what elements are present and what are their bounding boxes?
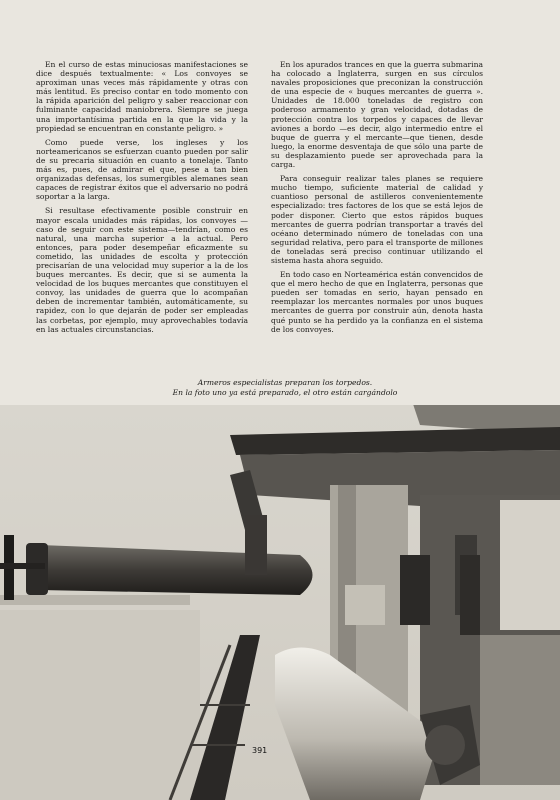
page-number: 391 bbox=[252, 746, 268, 755]
article-paragraph: Para conseguir realizar tales planes se requiere mucho tiempo, suficiente material de calidad y cuantioso personal de astilleros convenientemente especializado: tres factores de los que se está lejos de poder disponer. Cierto que estos rápidos buques mercantes de guerra podrían transportar a través del océano determinado número de toneladas con una seguridad relativa, pero para el transporte de millones de toneladas será preciso continuar utilizando el sistema hasta ahora seguido. bbox=[271, 174, 483, 265]
article-paragraph: En el curso de estas minuciosas manifestaciones se dice después textualmente: « Los convoyes se aproximan unas veces más rápidamente y otras con más lentitud. Es preciso contar en todo momento con la rápida aparición del peligro y saber reaccionar con fulminante capacidad maniobrera. Siempre se juega una importantísima partida en la que la vida y la propiedad se encuentran en constante peligro. » bbox=[36, 60, 248, 133]
article-left-column bbox=[36, 60, 248, 339]
article-paragraph: Si resultase efectivamente posible construir en mayor escala unidades más rápidas, los convoyes — caso de seguir con este sistema—tendrían, como es natural, una marcha superior a la actual. Pero entonces, para poder desempeñar eficazmente su cometido, las unidades de escolta y protección precisarían de una velocidad muy superior a la de los buques mercantes. Es decir, que si se aumenta la velocidad de los buques mercantes que constituyen el convoy, las unidades de guerra que lo acompañan deben de incrementar también, automáticamente, su rapidez, con lo que dejarán de poder ser empleadas las corbetas, por ejemplo, muy aprovechables todavía en las actuales circunstancias. bbox=[36, 206, 248, 334]
article-paragraph: En todo caso en Norteamérica están convencidos de que el mero hecho de que en Inglaterra, personas que pueden ser tomadas en serio, hayan pensado en reemplazar los mercantes normales por unos buques mercantes de guerra por construir aún, denota hasta qué punto se ha perdido ya la confianza en el sistema de los convoyes. bbox=[271, 270, 483, 334]
caption-line: En la foto uno ya está preparado, el otro están cargándolo bbox=[172, 388, 398, 397]
article-right-column bbox=[271, 60, 483, 339]
torpedo-photo bbox=[0, 405, 560, 800]
article-paragraph: Como puede verse, los ingleses y los norteamericanos se esfuerzan cuanto pueden por salir de su precaria situación en cuanto a tonelaje. Tanto más es, pues, de admirar el que, pese a tan bien organizadas defensas, los sumergibles alemanes sean capaces de registrar éxitos que el adversario no podrá soportar a la larga. bbox=[36, 137, 248, 202]
caption-line: Armeros especialistas preparan los torpedos. bbox=[197, 378, 373, 387]
article-paragraph: En los apurados trances en que la guerra submarina ha colocado a Inglaterra, surgen en sus círculos navales proposiciones que preconizan la construcción de una especie de « buques mercantes de guerra ». Unidades de 18.000 toneladas de registro con poderoso armamento y gran velocidad, dotadas de protección contra los torpedos y capaces de llevar aviones a bordo —es decir, algo intermedio entre el buque de guerra y el mercante—que tienen, desde luego, la enorme desventaja de que sólo una parte de su desplazamiento puede ser aprovechada para la carga. bbox=[271, 60, 483, 170]
photo-caption bbox=[120, 378, 450, 398]
torpedo-photo-illustration bbox=[0, 405, 560, 800]
